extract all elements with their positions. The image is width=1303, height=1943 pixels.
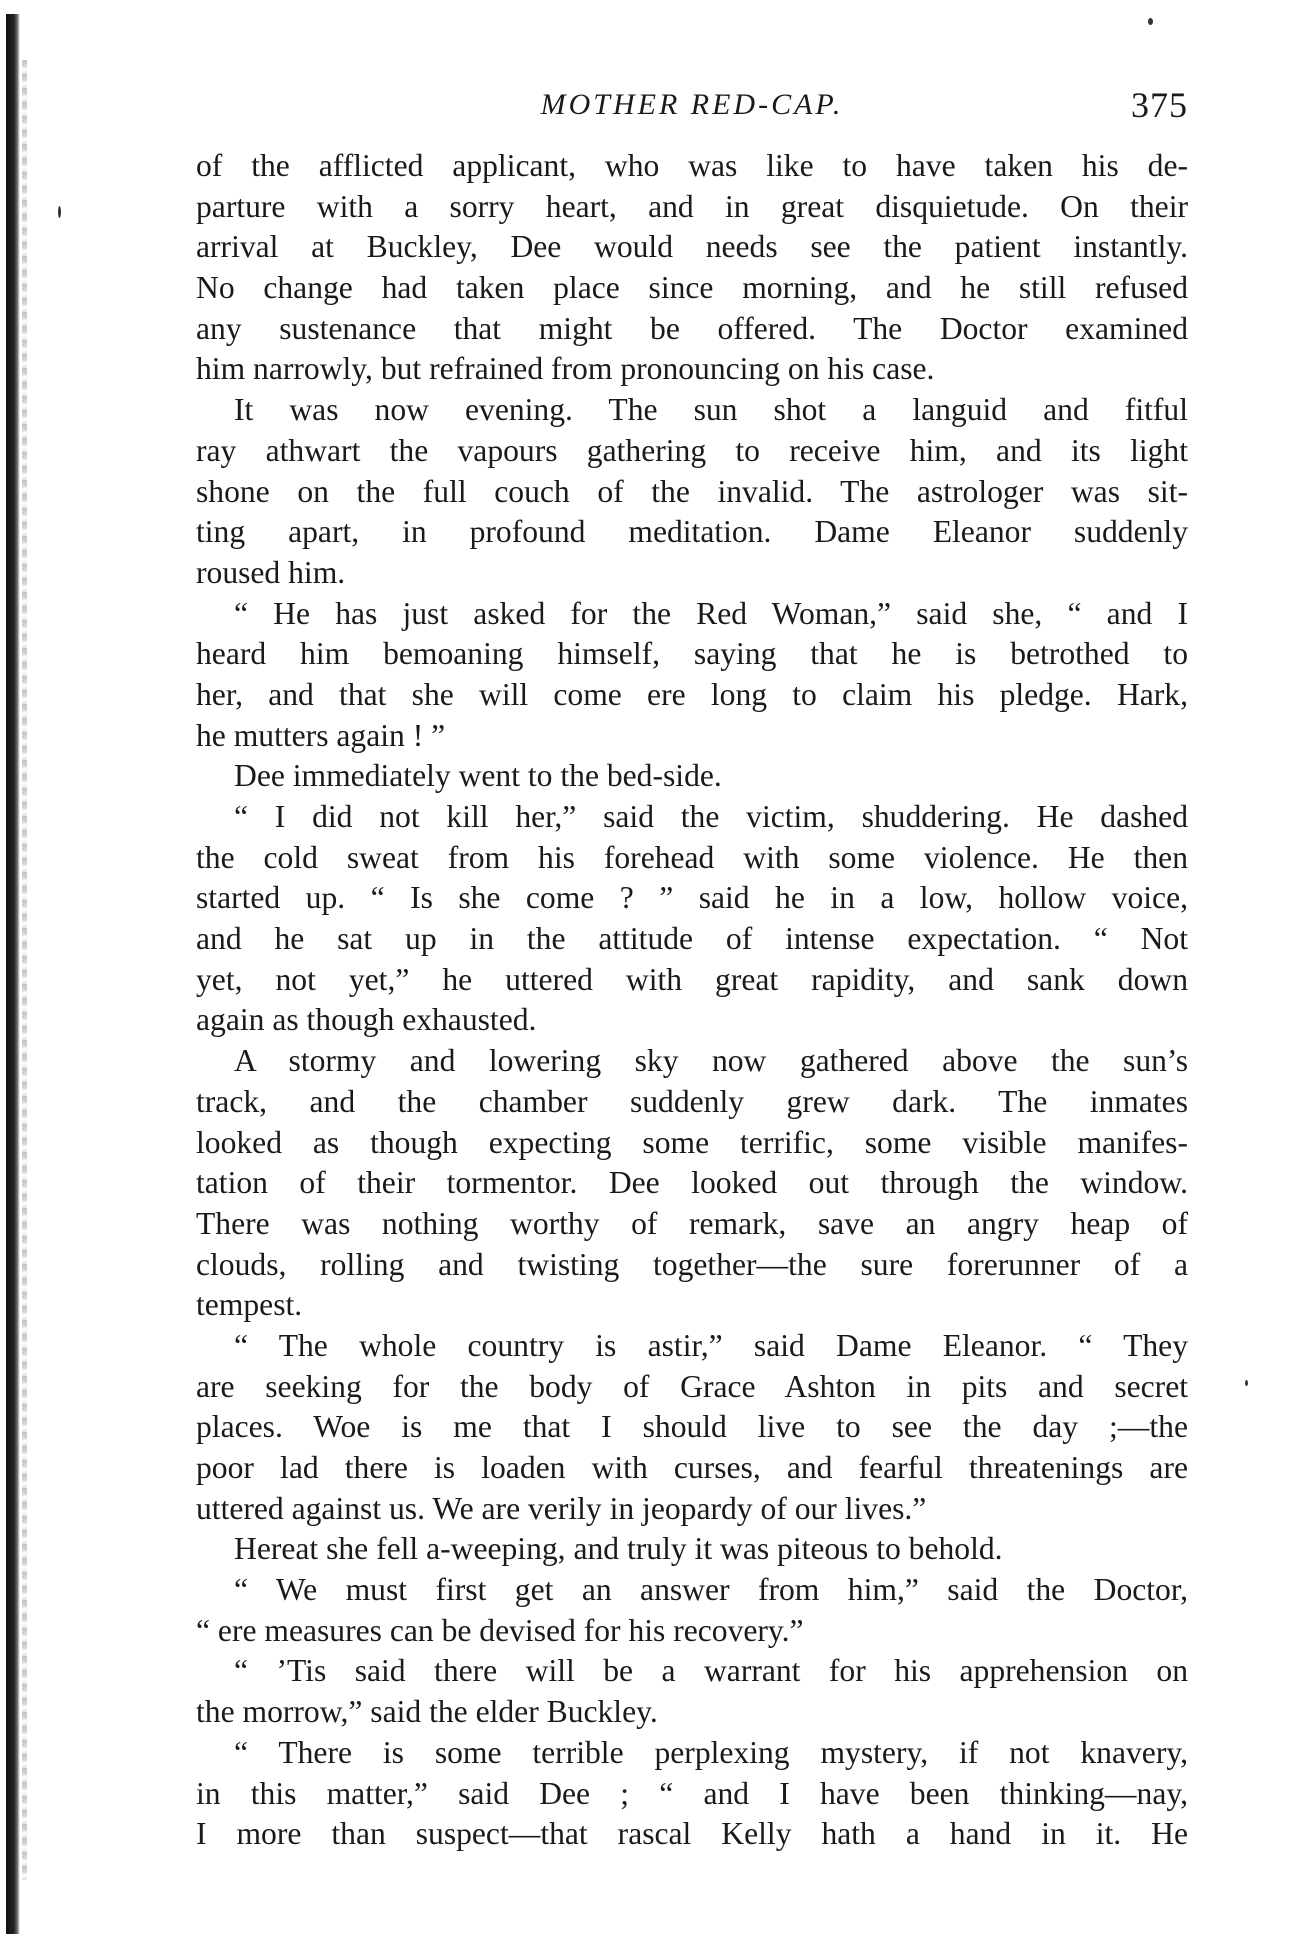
text-line: yet, not yet,” he uttered with great rapidity, and sank down [196,961,1188,997]
text-line: Dee immediately went to the bed-side. [234,758,722,794]
text-line: There was nothing worthy of remark, save an angry heap of [196,1205,1188,1241]
text-line: “ We must first get an answer from him,” said the Doctor, [234,1572,1188,1608]
text-line: ray athwart the vapours gathering to receive him, and its light [196,432,1188,468]
binding-shadow [22,60,27,1880]
text-line: any sustenance that might be offered. The Doctor examined [196,310,1188,346]
text-line: “ There is some terrible perplexing mystery, if not knavery, [234,1734,1188,1770]
text-line: track, and the chamber suddenly grew dark. The inmates [196,1083,1188,1119]
text-line: again as though exhausted. [196,1002,537,1038]
print-speck [1245,1380,1248,1386]
text-line: roused him. [196,554,346,590]
text-line: started up. “ Is she come ? ” said he in a low, hollow voice, [196,880,1188,916]
text-line: heard him bemoaning himself, saying that he is betrothed to [196,636,1188,672]
text-line: places. Woe is me that I should live to see the day ;—the [196,1409,1188,1445]
text-line: Hereat she fell a-weeping, and truly it was piteous to behold. [234,1531,1003,1567]
text-line: “ The whole country is astir,” said Dame Eleanor. “ They [234,1327,1188,1363]
binding-edge [6,14,20,1934]
body-text [196,146,1188,1855]
text-line: and he sat up in the attitude of intense expectation. “ Not [196,921,1188,957]
running-head [196,86,1188,126]
text-line: shone on the full couch of the invalid. The astrologer was sit- [196,473,1188,509]
text-line: uttered against us. We are verily in jeopardy of our lives.” [196,1490,927,1526]
text-line: “ He has just asked for the Red Woman,” said she, “ and I [234,595,1188,631]
text-line: of the afflicted applicant, who was like to have taken his de- [196,148,1188,183]
text-line: poor lad there is loaden with curses, and fearful threatenings are [196,1450,1188,1485]
text-line: tation of their tormentor. Dee looked out through the window. [196,1165,1188,1201]
text-line: tempest. [196,1287,303,1323]
text-line: the cold sweat from his forehead with some violence. He then [196,839,1188,875]
print-speck [1148,18,1153,25]
text-line: looked as though expecting some terrific, some visible manifes- [196,1124,1188,1160]
text-line: him narrowly, but refrained from pronouncing on his case. [196,351,935,387]
text-line: It was now evening. The sun shot a languid and fitful [234,392,1188,428]
print-speck [58,206,61,218]
text-line: he mutters again ! ” [196,717,446,753]
text-line: “ I did not kill her,” said the victim, shuddering. He dashed [234,799,1188,834]
text-line: A stormy and lowering sky now gathered above the sun’s [234,1043,1188,1079]
text-line: arrival at Buckley, Dee would needs see the patient instantly. [196,229,1188,265]
page-number: 375 [1131,85,1188,125]
text-line: “ ’Tis said there will be a warrant for his apprehension on [234,1653,1188,1689]
text-line: her, and that she will come ere long to claim his pledge. Hark, [196,676,1188,712]
text-line: ting apart, in profound meditation. Dame Eleanor suddenly [196,514,1188,550]
text-line: “ ere measures can be devised for his recovery.” [196,1612,804,1648]
text-line: clouds, rolling and twisting together—the sure forerunner of a [196,1246,1188,1282]
text-line: parture with a sorry heart, and in great disquietude. On their [196,188,1188,224]
text-line: No change had taken place since morning, and he still refused [196,270,1188,306]
text-line: in this matter,” said Dee ; “ and I have been thinking—nay, [196,1775,1188,1811]
text-line: are seeking for the body of Grace Ashton in pits and secret [196,1368,1188,1404]
text-line: the morrow,” said the elder Buckley. [196,1694,658,1730]
running-title: MOTHER RED-CAP. [540,88,844,121]
text-line: I more than suspect—that rascal Kelly hath a hand in it. He [196,1816,1188,1852]
